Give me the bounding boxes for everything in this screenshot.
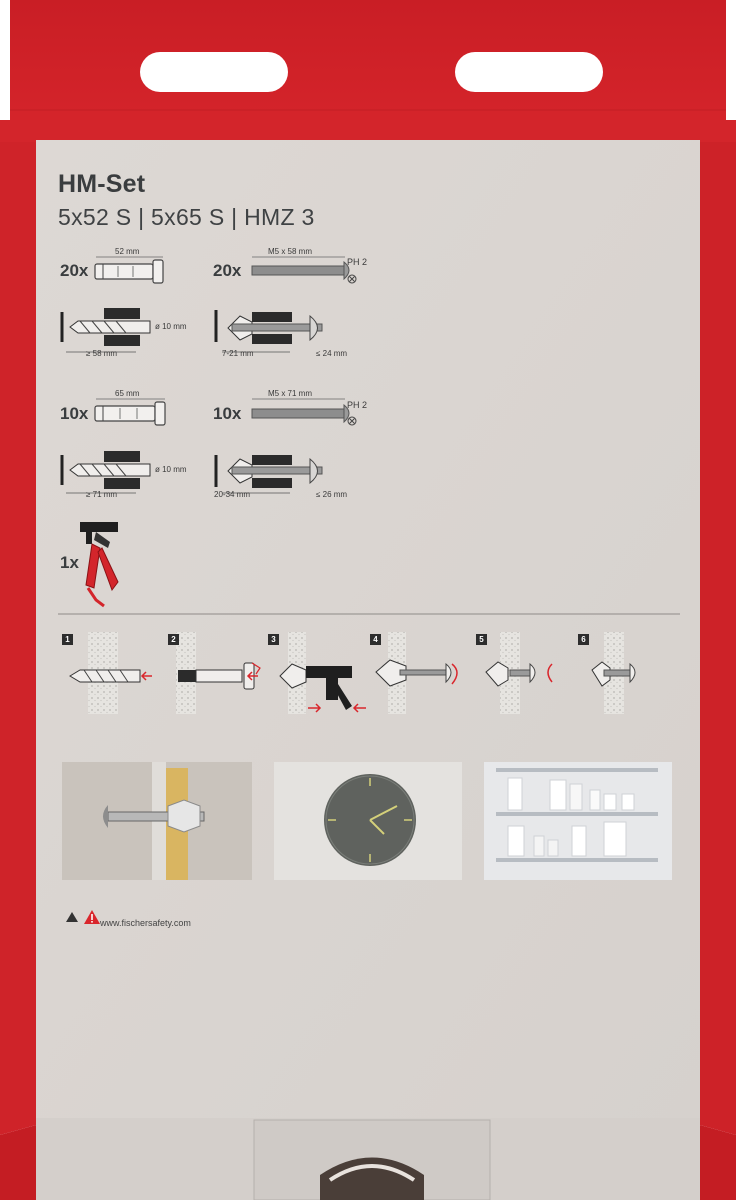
install-2-thickness: 20-34 mm	[214, 490, 251, 499]
step-number-6: 6	[578, 634, 589, 645]
screw-71-qty: 10x	[213, 404, 242, 423]
product-subtitle: 5x52 S | 5x65 S | HMZ 3	[58, 204, 315, 230]
screw-58-qty: 20x	[213, 261, 242, 280]
install-2-fixture: ≤ 26 mm	[316, 490, 348, 499]
tool-qty: 1x	[60, 553, 79, 572]
box-left-edge	[0, 130, 36, 1135]
install-1-fixture: ≤ 24 mm	[316, 349, 348, 358]
step-number-4: 4	[370, 634, 381, 645]
box-right-edge	[700, 130, 736, 1135]
product-title: HM-Set	[58, 170, 146, 198]
photo-wall-clock	[274, 762, 462, 880]
photo-drywall-anchor	[62, 762, 252, 880]
drill-1-depth: ≥ 58 mm	[86, 349, 118, 358]
anchor-52-length: 52 mm	[115, 247, 140, 256]
anchor-65-length: 65 mm	[115, 389, 140, 398]
drill-2-depth: ≥ 71 mm	[86, 490, 118, 499]
anchor-52-qty: 20x	[60, 261, 89, 280]
drill-2-diameter: ø 10 mm	[155, 465, 187, 474]
screw-71-drive: PH 2	[347, 400, 368, 410]
screw-58-size: M5 x 58 mm	[268, 247, 313, 256]
step-number-3: 3	[268, 634, 279, 645]
drill-1-diameter: ø 10 mm	[155, 322, 187, 331]
photo-shelves	[484, 762, 672, 880]
screw-71-size: M5 x 71 mm	[268, 389, 313, 398]
hang-tab-left	[140, 52, 288, 92]
info-panel	[36, 140, 700, 1140]
step-number-1: 1	[62, 634, 73, 645]
hang-tab-right	[455, 52, 603, 92]
safety-website: www.fischersafety.com	[100, 918, 191, 928]
step-number-5: 5	[476, 634, 487, 645]
screw-58-drive: PH 2	[347, 257, 368, 267]
install-1-thickness: 7-21 mm	[222, 349, 254, 358]
anchor-65-qty: 10x	[60, 404, 89, 423]
step-number-2: 2	[168, 634, 179, 645]
